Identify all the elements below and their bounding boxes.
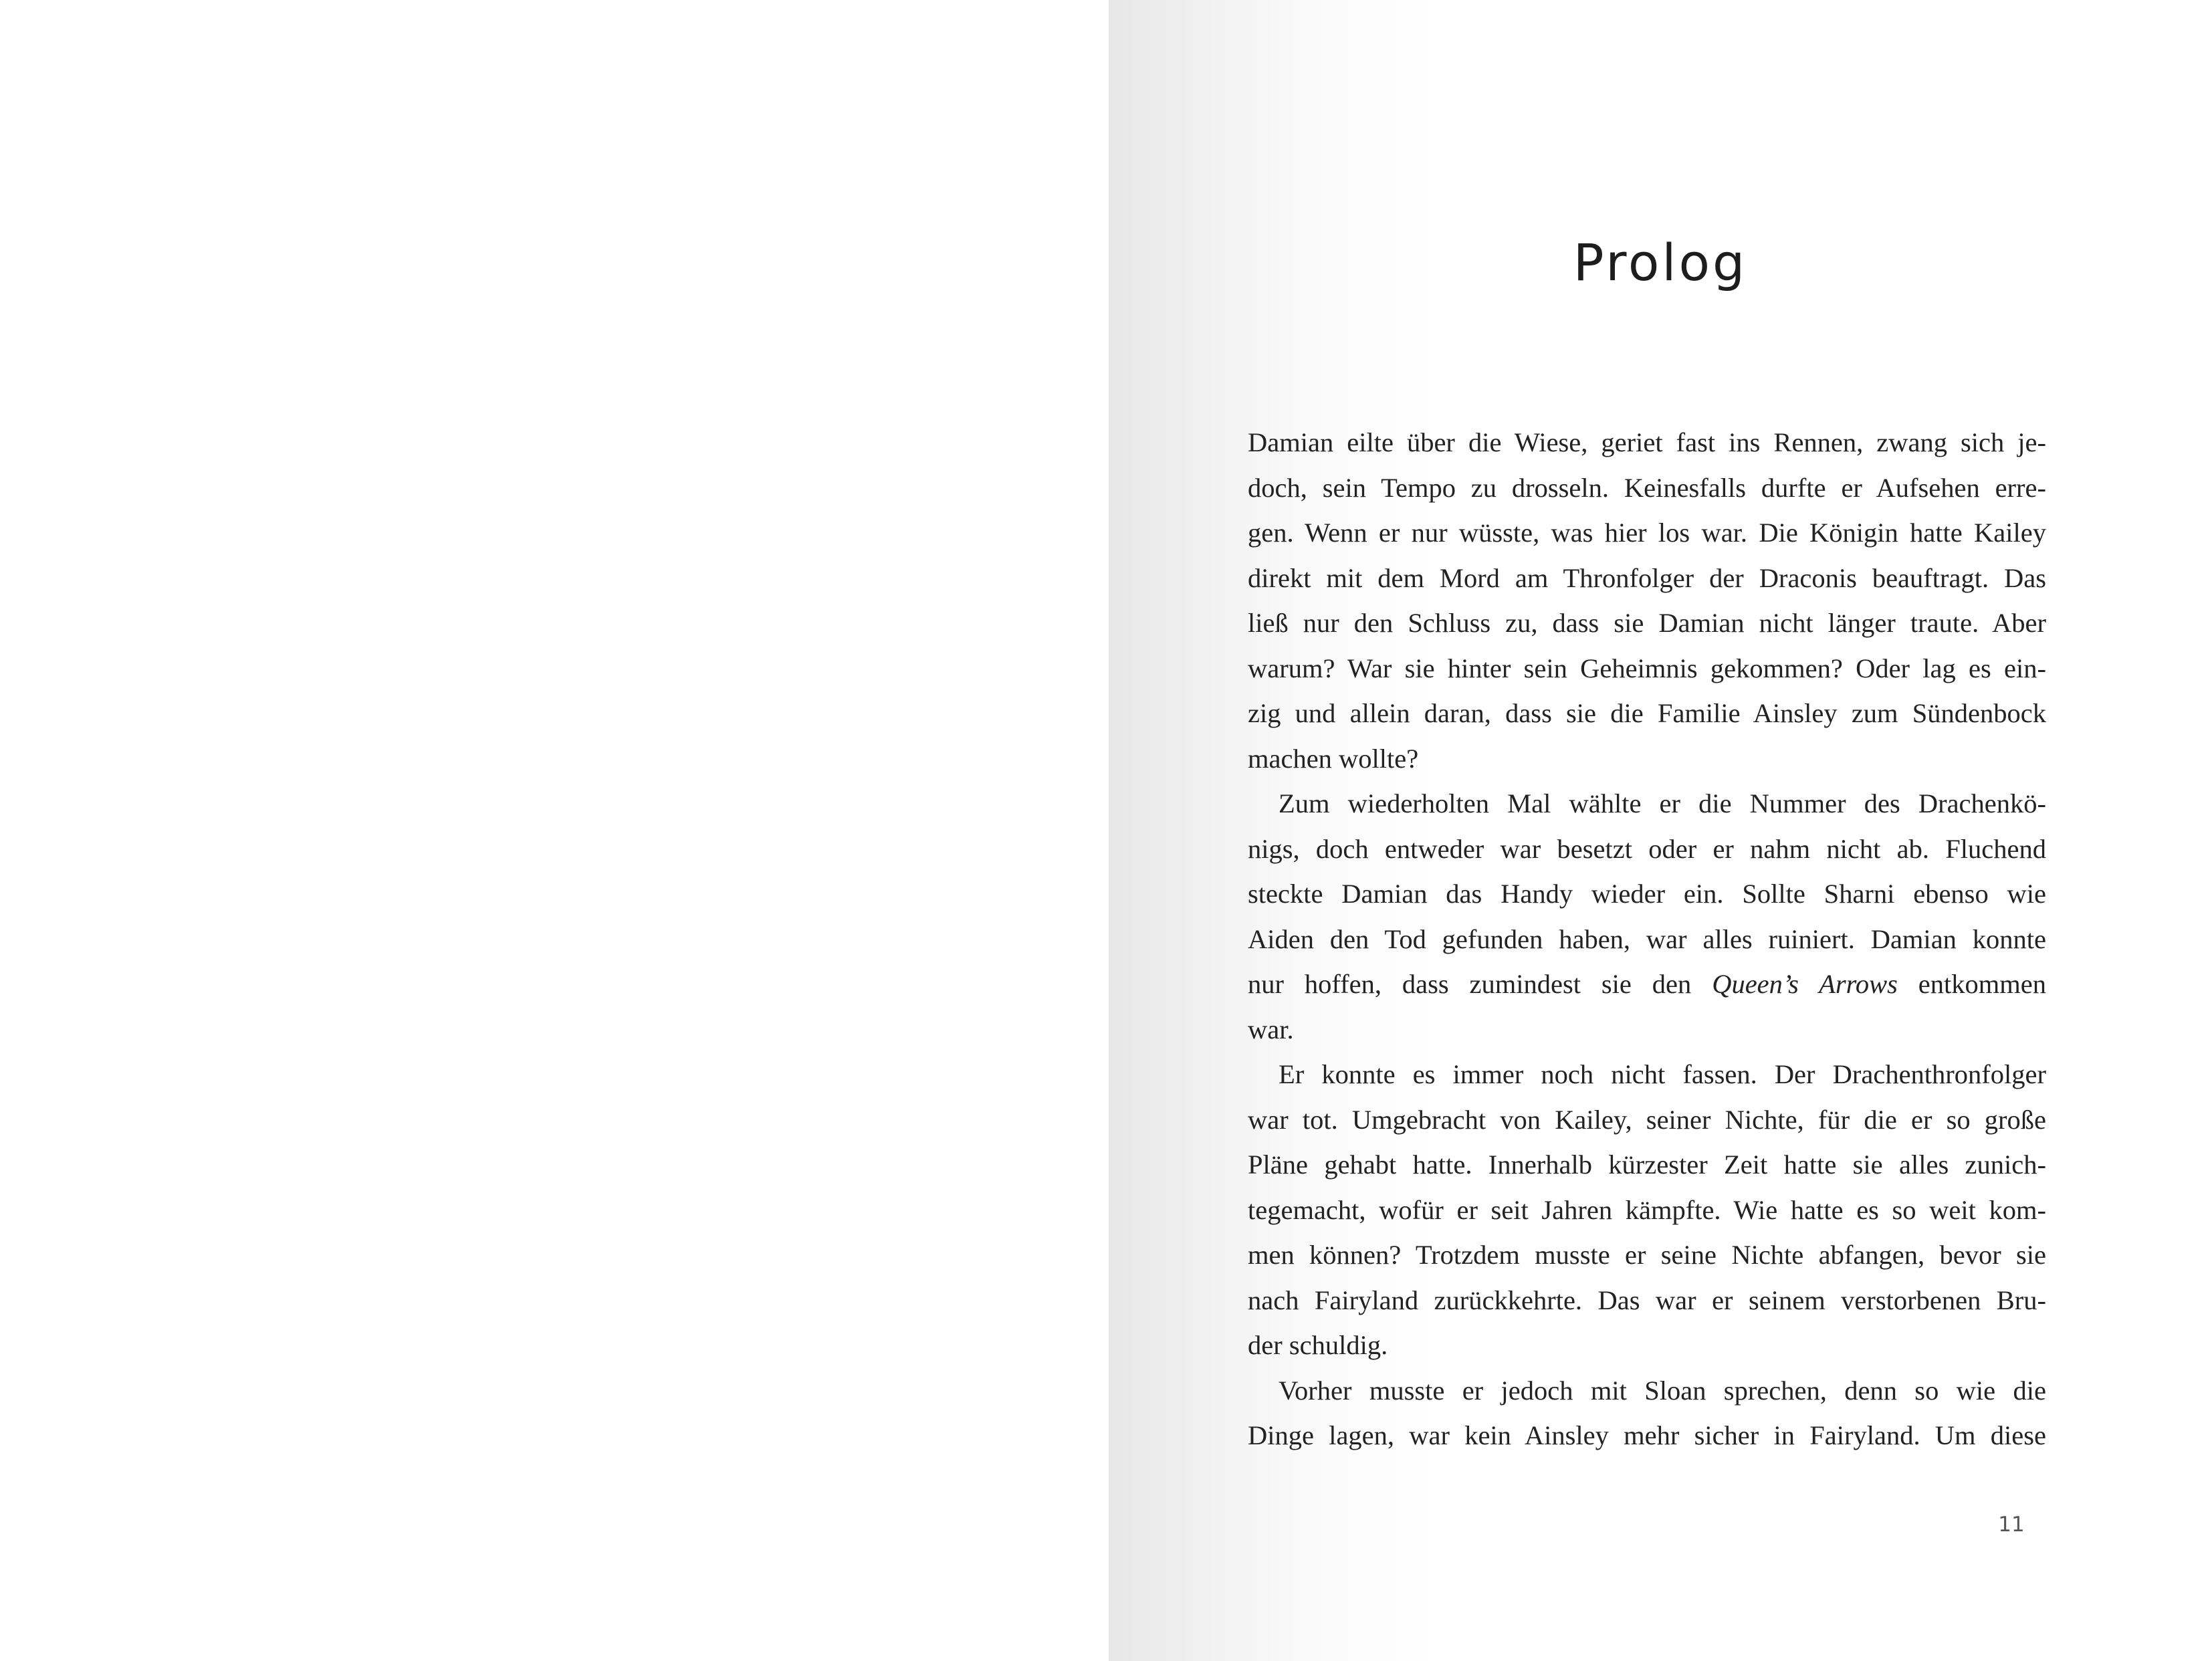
text-line: der schuldig. <box>1248 1330 1388 1360</box>
text-line: zig und allein daran, dass sie die Familie Ainsley zum Sündenbock <box>1248 698 2046 728</box>
text-line: Dinge lagen, war kein Ainsley mehr sicher in Fairyland. Um diese <box>1248 1420 2046 1450</box>
text-line: Pläne gehabt hatte. Innerhalb kürzester Zeit hatte sie alles zunich- <box>1248 1149 2046 1180</box>
text-line: war tot. Umgebracht von Kailey, seiner Nichte, für die er so große <box>1248 1104 2046 1135</box>
text-line-with-italic <box>1248 962 2046 1007</box>
page-number: 11 <box>1998 1513 2025 1537</box>
text-line: doch, sein Tempo zu drosseln. Keinesfalls durfte er Aufsehen erre- <box>1248 472 2046 503</box>
text-line: Vorher musste er jedoch mit Sloan sprechen, denn so wie die <box>1279 1375 2046 1406</box>
text-line: warum? War sie hinter sein Geheimnis gekommen? Oder lag es ein- <box>1248 653 2046 683</box>
text-line: tegemacht, wofür er seit Jahren kämpfte. Wie hatte es so weit kom- <box>1248 1194 2046 1225</box>
italic-title: Queen’s Arrows <box>1712 969 1898 999</box>
text-line: ließ nur den Schluss zu, dass sie Damian nicht länger traute. Aber <box>1248 608 2046 638</box>
text-line: Er konnte es immer noch nicht fassen. Der Drachenthronfolger <box>1279 1059 2046 1089</box>
text-line: nach Fairyland zurückkehrte. Das war er seinem verstorbenen Bru- <box>1248 1285 2046 1315</box>
text-line: machen wollte? <box>1248 743 1419 774</box>
text-line: Damian eilte über die Wiese, geriet fast ins Rennen, zwang sich je- <box>1248 427 2046 457</box>
text-line: nigs, doch entweder war besetzt oder er nahm nicht ab. Fluchend <box>1248 833 2046 864</box>
text-segment: nur hoffen, dass zumindest sie den <box>1248 969 1692 999</box>
text-line: steckte Damian das Handy wieder ein. Sollte Sharni ebenso wie <box>1248 879 2046 909</box>
text-segment: entkommen <box>1918 969 2047 999</box>
text-line: direkt mit dem Mord am Thronfolger der Draconis beauftragt. Das <box>1248 562 2046 593</box>
text-line: men können? Trotzdem musste er seine Nichte abfangen, bevor sie <box>1248 1240 2046 1270</box>
text-line: Aiden den Tod gefunden haben, war alles ruiniert. Damian konnte <box>1248 923 2046 954</box>
right-page <box>1109 0 2212 1661</box>
text-line: Zum wiederholten Mal wählte er die Nummer des Drachenkö- <box>1279 788 2046 818</box>
chapter-title: Prolog <box>1573 233 1748 292</box>
text-line: gen. Wenn er nur wüsste, was hier los war. Die Königin hatte Kailey <box>1248 518 2046 548</box>
body-text <box>1248 420 2046 1458</box>
text-line: war. <box>1248 1014 1294 1044</box>
